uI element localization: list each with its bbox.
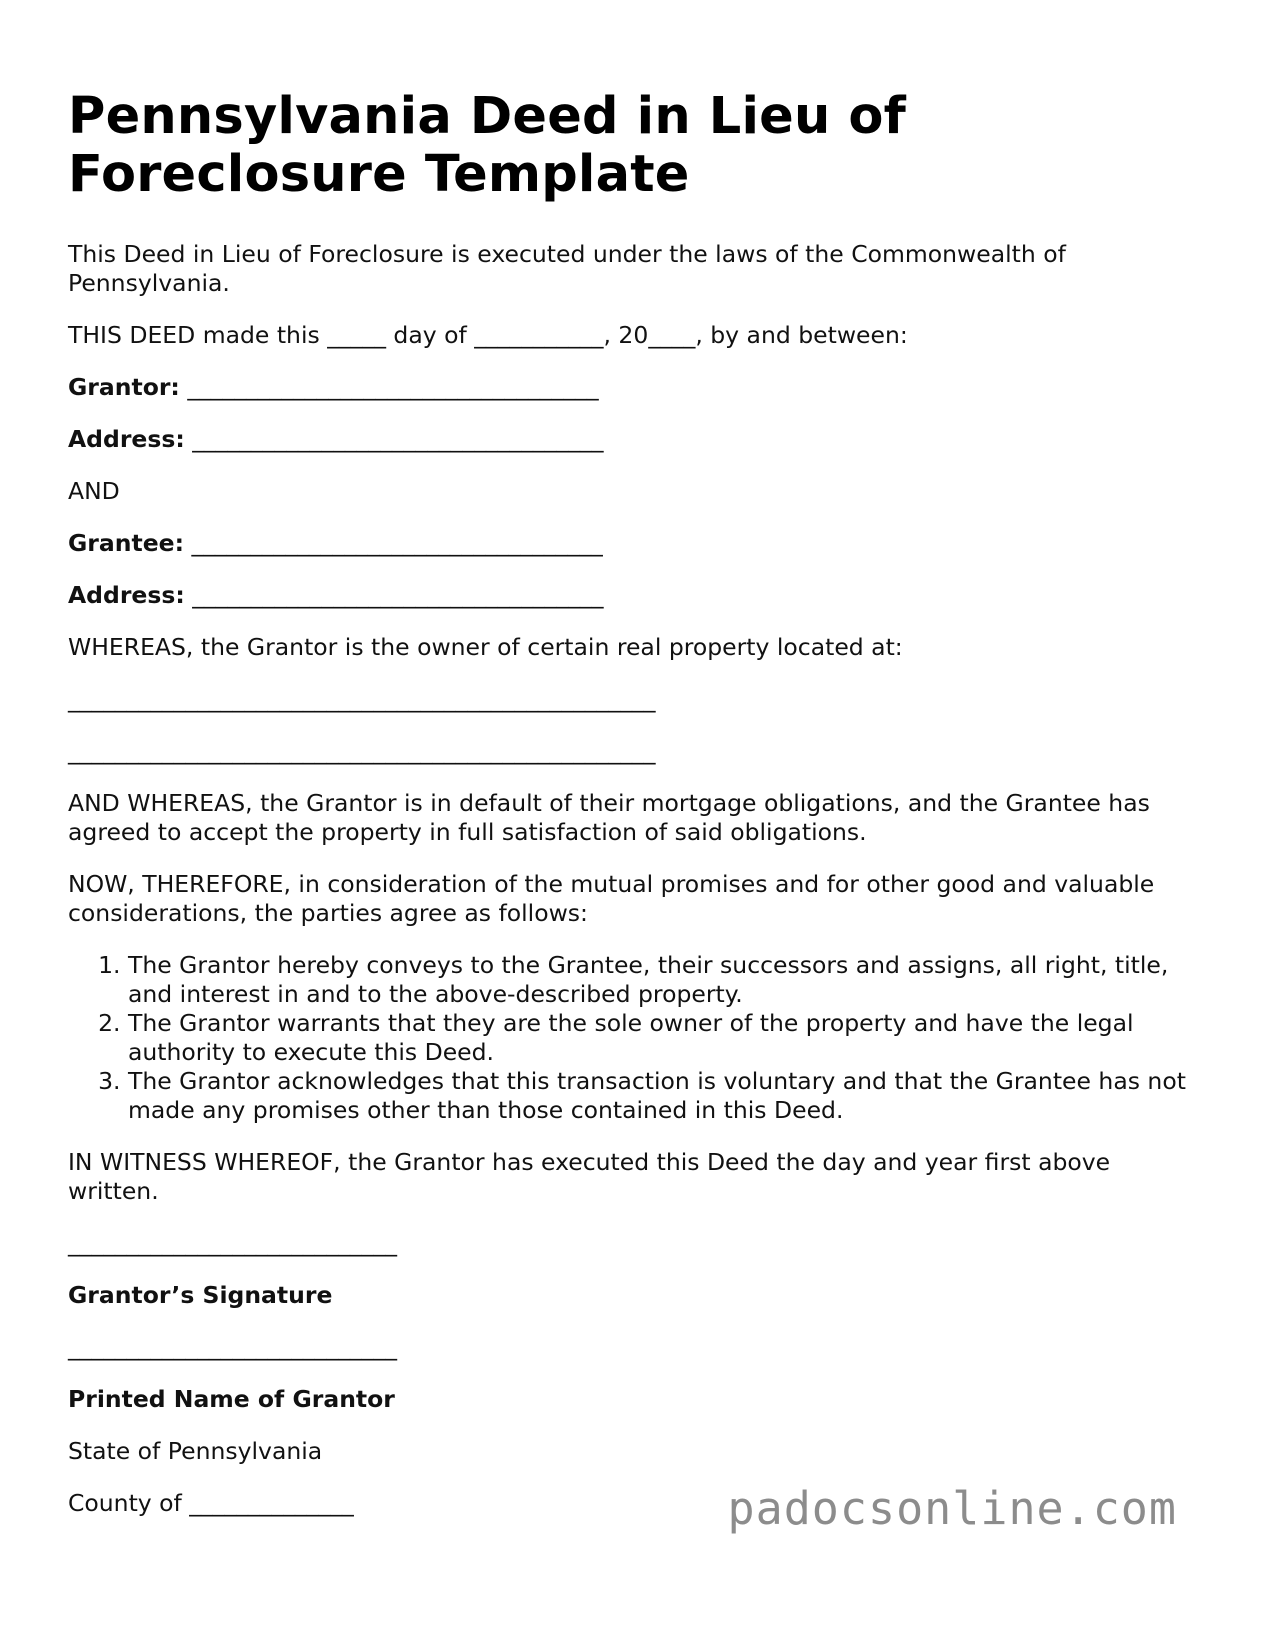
document-page <box>68 88 1198 1518</box>
state-line: State of Pennsylvania <box>68 1437 323 1465</box>
terms-list-item: 2. The Grantor warrants that they are the sole owner of the property and have the legal authority to execute this Deed. <box>128 1009 1198 1067</box>
document-title: Pennsylvania Deed in Lieu of Foreclosure Template <box>68 87 907 204</box>
signature-label: Grantor’s Signature <box>68 1281 333 1309</box>
grantor-field <box>68 373 1198 402</box>
whereas-paragraph: WHEREAS, the Grantor is the owner of certain real property located at: <box>68 633 903 661</box>
grantee-address-blank: ___________________________________ <box>184 581 604 609</box>
grantor-label: Grantor: <box>68 373 180 401</box>
terms-list-item: 3. The Grantor acknowledges that this transaction is voluntary and that the Grantee has not made any promises other than those contained in this Deed. <box>128 1067 1198 1125</box>
county-line: County of ______________ <box>68 1489 354 1517</box>
grantee-label: Grantee: <box>68 529 184 557</box>
signature-line: ____________________________ <box>68 1229 397 1257</box>
now-therefore-paragraph: NOW, THEREFORE, in consideration of the mutual promises and for other good and valuable considerations, the parties agree as follows: <box>68 870 1155 927</box>
terms-list <box>68 951 1198 1125</box>
deed-date-line: THIS DEED made this _____ day of ___________, 20____, by and between: <box>68 321 908 349</box>
and-separator: AND <box>68 477 120 505</box>
grantor-address-label: Address: <box>68 425 185 453</box>
property-line-2: __________________________________________________ <box>68 737 656 765</box>
printed-name-line: ____________________________ <box>68 1333 397 1361</box>
grantor-address-blank: ___________________________________ <box>184 425 604 453</box>
grantee-blank: ___________________________________ <box>183 529 603 557</box>
intro-paragraph: This Deed in Lieu of Foreclosure is executed under the laws of the Commonwealth of Pennsylvania. <box>68 240 1066 297</box>
grantor-address-field <box>68 425 1198 454</box>
grantee-field <box>68 529 1198 558</box>
witness-paragraph: IN WITNESS WHEREOF, the Grantor has executed this Deed the day and year first above written. <box>68 1148 1111 1205</box>
property-line-1: __________________________________________________ <box>68 685 656 713</box>
grantor-blank: ___________________________________ <box>179 373 599 401</box>
printed-name-label: Printed Name of Grantor <box>68 1385 395 1413</box>
and-whereas-paragraph: AND WHEREAS, the Grantor is in default of their mortgage obligations, and the Grantee has agreed to accept the property in full satisfaction of said obligations. <box>68 789 1150 846</box>
terms-list-item: 1. The Grantor hereby conveys to the Grantee, their successors and assigns, all right, title, and interest in and to the above-described property. <box>128 951 1198 1009</box>
grantee-address-label: Address: <box>68 581 185 609</box>
watermark: padocsonline.com <box>727 1482 1177 1535</box>
grantee-address-field <box>68 581 1198 610</box>
